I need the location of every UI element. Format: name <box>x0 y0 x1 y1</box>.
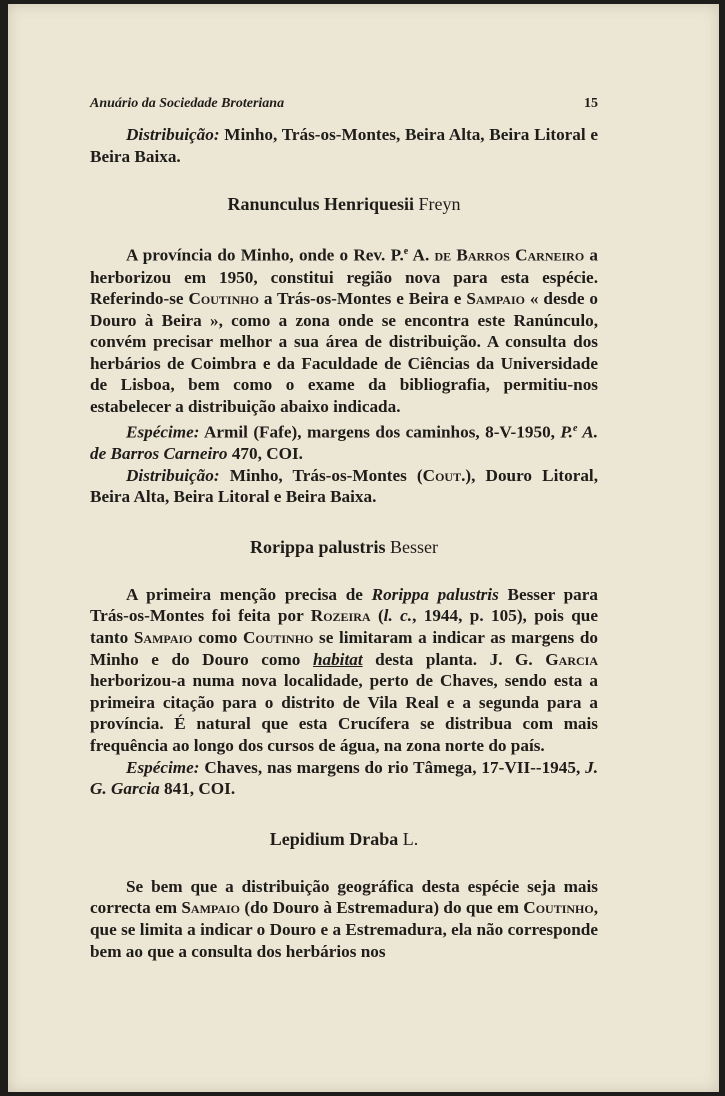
journal-title: Anuário da Sociedade Broteriana <box>90 96 285 111</box>
species-heading-rorippa: Rorippa palustris Besser <box>249 536 439 557</box>
lepidium-paragraph: Se bem que a distribuição geográfica desta espécie seja mais correcta em Sampaio (do Douro à Estremadura) do que em Coutinho, que se limita a indicar o Douro e a Estremadura, ela não corresponde bem ao que a consulta dos herbários nos <box>90 876 598 961</box>
species-heading-ranunculus: Ranunculus Henriquesii Freyn <box>227 194 461 215</box>
rorippa-specimen: Espécime: Chaves, nas margens do rio Tâmega, 17-VII--1945, J. G. Garcia 841, COI. <box>90 757 598 799</box>
ranunculus-distribution: Distribuição: Minho, Trás-os-Montes (Cout.), Douro Litoral, Beira Alta, Beira Litoral e Beira Baixa. <box>90 465 598 507</box>
ranunculus-paragraph: A província do Minho, onde o Rev. P.$^e$ A. de Barros Carneiro a herborizou em 1950, constitui região nova para esta espécie. Referindo-se Coutinho a Trás-os-Montes e Beira e Sampaio « desde o Douro à Beira », como a zona onde se encontra este Ranúnculo, convém precisar melhor a sua área de distribuição. A consulta dos herbários de Coimbra e da Faculdade de Ciências da Universidade de Lisboa, bem como o exame da bibliografia, permitiu-nos estabelecer a distribuição abaixo indicada. <box>90 245 599 417</box>
book-page <box>8 4 719 1092</box>
body-text <box>90 124 598 962</box>
species-heading-lepidium: Lepidium Draba L. <box>269 828 419 849</box>
distribution-label: Distribuição: <box>126 125 220 144</box>
rorippa-paragraph: A primeira menção precisa de Rorippa palustris Besser para Trás-os-Montes foi feita por Rozeira (l. c., 1944, p. 105), pois que tanto Sampaio como Coutinho se limitaram a indicar as margens do Minho e do Douro como habitat desta planta. J. G. Garcia herborizou-a numa nova localidade, perto de Chaves, sendo esta a primeira citação para o distrito de Vila Real e a segunda para a província. É natural que esta Crucífera se distribua com mais frequência ao longo dos cursos de água, na zona norte do país. <box>90 584 598 755</box>
page-number: 15 <box>584 96 598 111</box>
running-header <box>90 96 598 112</box>
ranunculus-specimen: Espécime: Armil (Fafe), margens dos caminhos, 8-V-1950, P.$^e$ A. de Barros Carneiro 470, COI. <box>90 422 598 463</box>
distribution-paragraph: Distribuição: Minho, Trás-os-Montes, Beira Alta, Beira Litoral e Beira Baixa. <box>90 125 598 166</box>
